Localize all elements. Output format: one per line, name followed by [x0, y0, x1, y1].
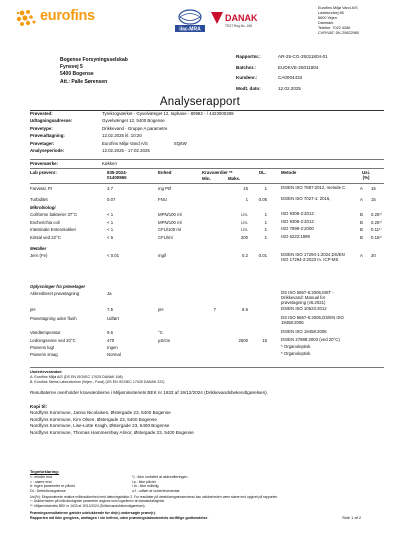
param-unit: mg/l	[158, 253, 167, 258]
param-flag: A	[360, 186, 363, 191]
meta-value: SQ6W	[173, 140, 187, 146]
provemaerke-row	[30, 161, 117, 166]
param-method: ISO 7899-2:2000	[281, 226, 314, 232]
meta-label: Prøvested:	[30, 111, 53, 116]
param-value: Normal	[107, 351, 121, 357]
param-name: Escherichia coli	[30, 219, 60, 225]
danak-sub: TEST Reg.No. 168	[225, 24, 252, 28]
info-row	[236, 75, 328, 86]
param-max: i.m.	[241, 212, 248, 217]
param-method: DS/EN ISO 17294-1:2024,DS/EN ISO 17294-2:2023 m. ICP-MS	[281, 252, 345, 262]
company-line: Ladelundvej 85	[318, 10, 344, 15]
info-label: Rapportnr.:	[236, 54, 261, 59]
meta-label: Prøvetype:	[30, 125, 53, 131]
company-address	[318, 6, 359, 35]
param-method: ISO 6222:1999	[281, 233, 310, 239]
param-dl: 15	[262, 337, 267, 343]
info-label: Modt. dato:	[236, 85, 261, 91]
param-flag: A	[360, 253, 363, 258]
footnote: ¹⁾: Usikkerheden på mikrobiologiske parametre angives som logaritmen af standardafvigelse.	[30, 499, 166, 504]
col-min: Min.	[202, 176, 211, 181]
ilac-text: ilac-MRA	[179, 26, 201, 33]
company-line: Eurofins Miljø Vand A/S	[318, 6, 358, 10]
meta-value: Gyvelvænget 12, 5400 Bogense	[102, 118, 165, 124]
provemaerke-value: Køkken	[102, 161, 117, 166]
param-unit: µS/cm	[158, 337, 171, 343]
legend-item: i.p.: ikke påvist	[132, 479, 156, 484]
section-oplysninger: Oplysninger fra prøvetager	[30, 284, 86, 289]
param-max: 200	[240, 234, 248, 240]
param-method: ISO 9308-2:2012	[281, 211, 314, 216]
param-dl: 1	[264, 227, 267, 233]
meta-value: Eurofins Miljø Vand A/S	[102, 140, 148, 146]
meta-row	[30, 141, 234, 148]
param-unit: MPN/100 ml	[158, 219, 182, 225]
meta-row	[30, 148, 234, 155]
param-usik: 15	[371, 197, 376, 202]
customer-line: Fynsvej 5	[60, 64, 83, 71]
param-usik: 15	[371, 186, 376, 191]
info-value: CA0004432	[278, 75, 303, 81]
param-method: DS/EN ISO 7027-1: 2016,	[281, 196, 331, 201]
divider	[30, 367, 384, 368]
param-dl: 1	[264, 186, 267, 191]
col-dl: DL.	[259, 170, 267, 175]
info-label: Batchnr.:	[236, 64, 256, 70]
danak-text: DANAK	[225, 13, 258, 23]
legend-item: > : større end	[30, 479, 52, 484]
param-dl: 1	[264, 219, 267, 225]
param-value: 470	[107, 337, 115, 343]
col-lab: Lab prøvenr:	[30, 170, 57, 175]
legend-item: u.f.: udført af underleverandør	[132, 488, 180, 493]
meta-label: Analyseperiode:	[30, 147, 65, 153]
param-flag: B	[360, 219, 363, 225]
param-value: Ja	[107, 291, 112, 296]
param-name: Ledningsevne ved 20°C	[30, 337, 76, 343]
param-value: < 1	[107, 227, 114, 233]
meta-label: Udtagningsadresse:	[30, 118, 73, 124]
compliance-statement: Resultaterne overholder kravværdierne i Miljøministeriets BEK nr 1633 af 19/12/2024 (Drikkevandsbekendtgørelsen).	[30, 390, 268, 395]
meta-label: Prøveudtagning:	[30, 133, 65, 139]
kopi-title: Kopi til:	[30, 404, 48, 409]
kopi-line: Nordfyns Kommune, Lise-Lotte Kragh, Østergade 23, 5400 Bogense	[30, 423, 170, 428]
param-value: < 1	[107, 219, 114, 225]
param-unit: CFU/ml	[158, 234, 173, 240]
meta-value: 12.02.2025 - 17.02.2025	[102, 147, 150, 153]
ilac-mra-logo-icon	[172, 8, 208, 34]
disclaimer: Prøvningsresultaterne gælder udelukkende for de(n) undersøgte prøve(r).	[30, 511, 156, 515]
brand-name: eurofins	[40, 8, 95, 24]
param-max: 1	[245, 197, 248, 202]
param-name: Turbiditet	[30, 197, 48, 202]
param-name: Akkrediteret prøvetagning	[30, 291, 80, 296]
col-krav: Kravværdier **	[202, 170, 233, 175]
param-dl: 0.05	[258, 197, 267, 202]
info-value: AR-25-CG-25011804-01	[278, 54, 328, 59]
param-name: Kimtal ved 22°C	[30, 234, 61, 240]
company-line: CVR/VAT: DK-29822980	[318, 30, 360, 35]
col-usik: Usi. (%)	[362, 170, 371, 181]
param-usik: 0.25¹⁾	[371, 219, 382, 225]
meta-value: Drikkevand - Gruppe A parametre	[102, 125, 168, 131]
meta-row	[30, 118, 234, 125]
param-name: Prøvens lugt	[30, 344, 55, 350]
report-info	[236, 54, 328, 96]
param-method: DS ISO 5667-5:2006,MST - Drikkevand: Manual for prøvetagning (v5.2021)	[281, 290, 334, 305]
param-flag: B	[360, 227, 363, 233]
param-usik: 0.11¹⁾	[371, 227, 382, 233]
param-dl: 0.01	[258, 253, 267, 258]
kopi-line: Nordfyns Kommune, Thomas Hammershøy Almor, Østergade 23, 5400 Bogense	[30, 429, 194, 435]
param-unit: CFU/100 ml	[158, 227, 181, 233]
param-max: 8.5	[242, 307, 248, 312]
param-method: DS/EN 27888:2003 (ved 20°C)	[281, 336, 340, 342]
info-value: 12.02.2025	[278, 85, 301, 91]
legend-item: #: ingen parametre er påvist	[30, 484, 75, 489]
meta-row	[30, 133, 234, 140]
section-mikrobiologi: Mikrobiologi	[30, 205, 56, 210]
param-unit: MPN/100 ml	[158, 212, 182, 217]
col-enhed: Enhed	[158, 170, 172, 175]
param-name: Prøvetagning uden flush	[30, 316, 77, 321]
param-name: Prøvens smag	[30, 351, 58, 357]
param-flag: B	[360, 234, 363, 240]
underleverandor-line: A. Eurofins Miljø A/S (DS EN ISO/IEC 17025 DANAK 168)	[30, 375, 123, 379]
meta-label: Prøvetager:	[30, 140, 55, 146]
param-unit: mg Pt/l	[158, 186, 172, 191]
company-line: 6600 Vejen	[318, 15, 338, 20]
customer-line: Bogense Forsyningsselskab	[60, 57, 128, 63]
param-value: < 1	[107, 212, 114, 217]
param-value: < 0.01	[107, 253, 120, 258]
param-value: < 5	[107, 234, 114, 240]
sample-meta	[30, 111, 234, 155]
param-name: pH	[30, 307, 36, 312]
param-usik: 0.25¹⁾	[371, 212, 382, 217]
param-value: Udført	[107, 316, 119, 321]
page-number: Side 1 af 2	[342, 515, 362, 520]
info-value: EUDKVE-25011804	[278, 64, 319, 70]
param-name: Farvetal, Pt	[30, 186, 52, 191]
param-unit: pH	[158, 307, 164, 312]
section-metaller: Metaller	[30, 246, 47, 251]
meta-value: 12.02.2025 kl. 10:20	[102, 133, 142, 139]
param-flag: B	[360, 212, 363, 217]
info-row	[236, 86, 328, 97]
param-method: DS ISO 5667-5:2006,DS/EN ISO 19458:2006	[281, 315, 344, 325]
meta-row	[30, 126, 234, 133]
disclaimer: Rapporten må ikke gengives, undtagen i sin helhed, uden prøvningslaboratoriets skriftlige godkendelse.	[30, 516, 209, 520]
param-method: DS/EN ISO 7887:2012, metode C	[281, 185, 346, 190]
param-max: i.m.	[241, 227, 248, 233]
customer-line: 5400 Bogense	[60, 71, 94, 78]
param-method: DS/EN ISO 10523:2012	[281, 306, 327, 311]
legend-item: i.m.: ikke målelig	[132, 484, 159, 489]
legend-item: DL: Detektionsgrænse	[30, 488, 66, 493]
kopi-line: Nordfyns Kommune, Kim Olsen, Østergade 23, 5400 Bogense	[30, 416, 157, 422]
param-name: Vandtemperatur	[30, 330, 61, 335]
param-name: Jern (Fe)	[30, 253, 48, 258]
page-title: Analyserapport	[159, 96, 241, 108]
param-value: 9.6	[107, 330, 113, 335]
param-method: DS/EN ISO 19458:2006	[281, 329, 327, 334]
param-name: Coliforme bakterier 37°C	[30, 212, 78, 217]
underleverandor-title: Underleverandør:	[30, 369, 63, 374]
param-flag: A	[360, 197, 363, 202]
company-line: Telefon: 7022 4266	[318, 25, 351, 30]
footnote: Usi(%): Ekspanderede relative måleusikkerhed med dækningsfaktor 2. For resultater på detektionsgrænseniveau kan usikkerheden være større end opgivet på rapporten.	[30, 495, 279, 499]
col-metode: Metode	[281, 170, 297, 175]
param-value: Ingen	[107, 344, 118, 350]
info-label: Kundenr.:	[236, 75, 258, 81]
underleverandor-line: B. Eurofins Steins Laboratorium (Vejen - Food) (DS EN ISO/IEC 17025 DANAK 222)	[30, 379, 165, 384]
param-min: 7	[213, 307, 216, 312]
param-max: 0.2	[242, 253, 248, 258]
meta-row	[30, 111, 234, 118]
kopi-line: Nordfyns Kommune, Janna Nicolaisen, Østergade 23, 5400 Bogense	[30, 410, 171, 415]
company-line: Danmark	[318, 20, 334, 25]
param-usik: 20	[371, 253, 376, 258]
divider	[30, 183, 384, 184]
param-max: 15	[243, 186, 248, 191]
param-unit: FNU	[158, 197, 167, 202]
param-dl: 1	[264, 234, 267, 240]
param-value: 0.07	[107, 197, 116, 202]
footnote: **: Miljøministeriets BEK nr 1633 af 19/12/2024 (Drikkevandsbekendtgørelsen).	[30, 503, 146, 508]
param-value: 7.5	[107, 307, 113, 312]
param-name: Intestinale Enterokokker	[30, 227, 77, 233]
param-max: i.m.	[241, 219, 248, 225]
param-usik: 0.15¹⁾	[371, 234, 382, 240]
col-sample-id: 835-2024- 01400965	[107, 170, 128, 181]
divider	[30, 168, 384, 169]
param-value: 3.7	[107, 186, 113, 191]
divider	[30, 159, 384, 160]
info-row	[236, 65, 328, 76]
param-method: ISO 9308-2:2012	[281, 218, 314, 224]
param-dl: 1	[264, 212, 267, 217]
provemaerke-label: Prøvemærke:	[30, 161, 59, 166]
info-row	[236, 54, 328, 65]
col-max: Maks.	[228, 176, 241, 181]
param-unit: °C	[158, 330, 163, 335]
danak-logo-icon	[208, 8, 260, 34]
customer-line: Att.: Palle Sørensen	[60, 78, 108, 85]
meta-value: Tyrekrogværket - Gyvelvænget 12, taphane - 80982 - / 4423000289	[102, 111, 234, 116]
customer-address	[60, 57, 128, 86]
param-max: 2500	[238, 337, 248, 343]
param-method: * Organoleptisk	[281, 350, 311, 356]
param-method: * Organoleptisk	[281, 343, 311, 349]
legend-title: Tegnforklaring:	[30, 469, 60, 474]
legend-item: <: mindre end	[30, 475, 53, 479]
legend-item: *) : ikke omfattet af akkrediteringen	[132, 475, 188, 479]
